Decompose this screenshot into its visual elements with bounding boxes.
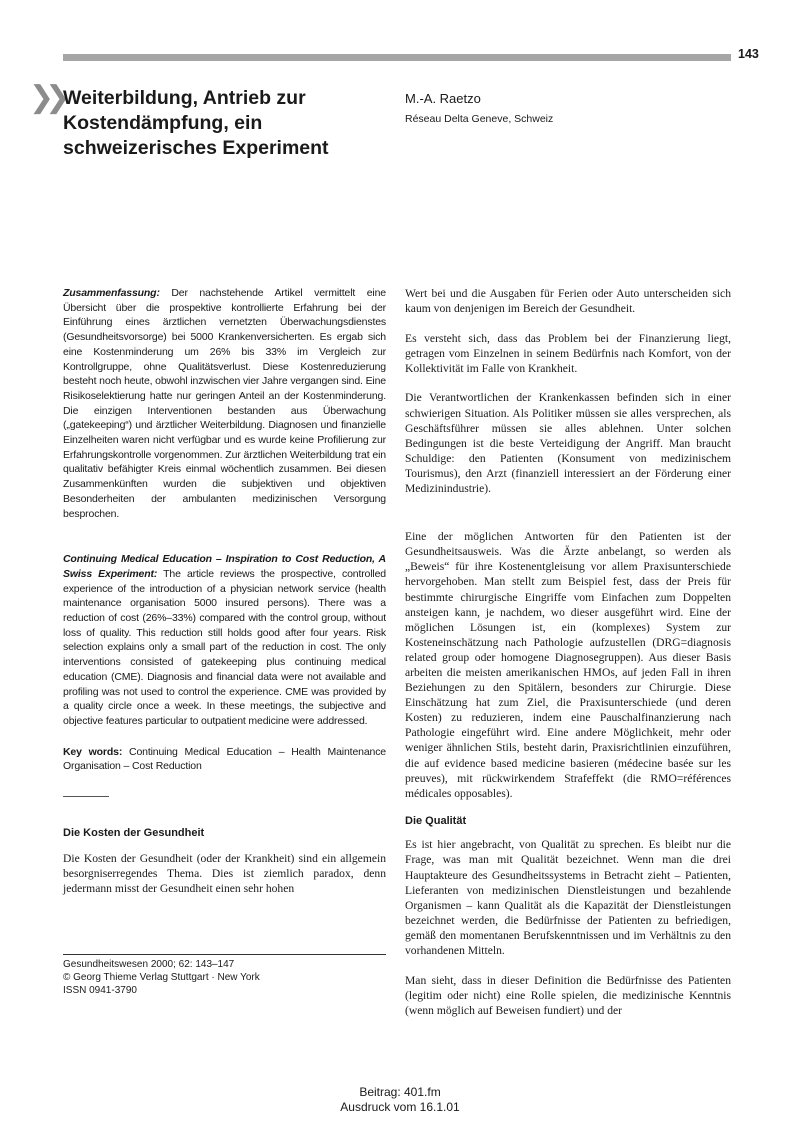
paragraph-2: Es versteht sich, dass das Problem bei der Finanzierung liegt, getragen vom Einzelnen in seinem Bedürfnis nach Komfort, von der Kollektivität im Falle von Krankheit. bbox=[405, 331, 731, 375]
keywords-label: Key words: bbox=[63, 745, 123, 758]
abstract-german bbox=[63, 286, 386, 521]
left-column bbox=[63, 286, 386, 896]
journal-footer bbox=[63, 958, 386, 997]
abstract-english-text: The article reviews the prospective, controlled experience of the introduction of a physician network service (health maintenance organisation 5000 insured persons). There was a reduction of cost (26%–33%) compared with the control group, without loss of quality. This reduction still holds good after four years. Risk selection explains only a small part of the reduction in cost. The only interventions consisted of gatekeeping plus continuing medical education (CME). Diagnosis and financial data were not available and profiling was not used to control the experience. CME was provided by a quality circle once a week. In these meetings, the subjective and objective features particular to outpatient medicine were addressed. bbox=[63, 567, 386, 727]
print-meta bbox=[0, 1085, 800, 1115]
paragraph-6: Man sieht, dass in dieser Definition die Bedürfnisse des Patienten (legitim oder nicht) eine Rolle spielen, die medizinische Kenntnis (wenn möglich auf Beweisen fundiert) und der bbox=[405, 973, 731, 1017]
paragraph-4: Eine der möglichen Antworten für den Patienten ist der Gesundheitsausweis. Was die Ärzte anbelangt, so werden als „Beweis“ für ihre Kostenentgleisung vor allem Praxisunterschiede hervorgehoben. Man stellt zum Beispiel fest, dass der Preis für bestimmte chirurgische Eingriffe vom Einfachen zum Doppelten ansteigen kann, je nachdem, wo dieser ausgeführt wird. Eine der möglichen Lösungen ist, ein (komplexes) System zur Kosteneinschätzung nach Pathologie aufzustellen (DRG=diagnosis related group oder homogene Diagnosegruppen). Aus dieser Basis arbeiten die meisten amerikanischen HMOs, auf jeden Fall in ihren Beziehungen zu den Spitälern, besonders zur Chirurgie. Diese Einschätzung hat zum Ziel, die Praxisunterschiede (und deren Kosten) zu reduzieren, indem eine Pauschalfinanzierung nach Pathologie eingeführt wird. Eine andere Möglichkeit, mehr oder weniger ähnlichen Stils, besteht darin, Praxisrichtlinien einzuführen, die auf evidence based medicine basieren (médecine basée sur les preuves), mit rückwirkendem Strafeffekt (die RMO=références médicales opposables). bbox=[405, 530, 731, 800]
paragraph-3: Die Verantwortlichen der Krankenkassen befinden sich in einer schwierigen Situation. Als Politiker müssen sie alles versprechen, als Geschäftsführer müssen sie alles ablehnen. Unter solchen Bedingungen ist die beste Verteidigung der Angriff. Man braucht Schuldige: den Patienten (Konsument von medizinischem Tourismus), den Arzt (finanziell interessiert an der Förderung einer Medizinindustrie). bbox=[405, 391, 731, 496]
paragraph-5: Es ist hier angebracht, von Qualität zu sprechen. Es bleibt nur die Frage, was man mit Qualität bezeichnet. Wenn man die drei Hauptakteure des Gesundheitssystems in Betracht zieht – Patienten, Lieferanten von medizinischen Dienstleistungen und bezahlende Organismen – kann Qualität als die Kapazität der Dienstleistungen bezeichnet werden, die Bedürfnisse der Patienten zu befriedigen, gemäß den momentanen Berufskenntnissen und im Verhältnis zu den vorhandenen Mitteln. bbox=[405, 838, 731, 957]
page-number: 143 bbox=[738, 47, 759, 61]
keywords bbox=[63, 745, 386, 774]
journal-issn: ISSN 0941-3790 bbox=[63, 985, 137, 996]
affiliation: Réseau Delta Geneve, Schweiz bbox=[405, 113, 554, 125]
abstract-english bbox=[63, 552, 386, 728]
journal-publisher: © Georg Thieme Verlag Stuttgart · New York bbox=[63, 972, 260, 983]
section-heading-quality: Die Qualität bbox=[405, 815, 467, 828]
right-column bbox=[405, 286, 731, 1032]
footer-rule bbox=[63, 954, 386, 955]
abstract-german-text: Der nachstehende Artikel vermittelt eine Übersicht über die prospektive kontrollierte Erfahrung bei der Einführung eines ärztlichen vernetzten Überwachungsdienstes (Gesundheitsvorsorge) bei 5000 Krankenversicherten. Es ergab sich eine Kostenminderung um 26% bis 33% im Vergleich zur Kontrollgruppe, ohne Qualitätsverlust. Diese Kostenreduzierung besteht noch heute, obwohl inzwischen vier Jahre vergangen sind. Eine Risikoselektierung hatte nur geringen Anteil an der Kostenminderung. Die einzigen Interventionen bestanden aus Überwachung („gatekeeping“) und ärztlicher Weiterbildung. Diagnosen und finanzielle Einzelheiten waren nicht verfügbar und es wurde keine Profilierung zur Erfahrungskontrolle vorgenommen. Zur ärztlichen Weiterbildung trat ein qualitativ befähigter Kreis einmal wöchentlich zusammen. Bei diesen Zusammenkünften wurden die subjektiven und objektiven Besonderheiten der ambulanten medizinischen Versorgung besprochen. bbox=[63, 287, 386, 520]
beitrag-label: Beitrag: 401.fm bbox=[359, 1085, 441, 1099]
section-heading-costs: Die Kosten der Gesundheit bbox=[63, 827, 205, 840]
article-title: Weiterbildung, Antrieb zur Kostendämpfung, ein schweizerisches Experiment bbox=[63, 87, 329, 159]
author: M.-A. Raetzo bbox=[405, 91, 481, 106]
ausdruck-label: Ausdruck vom 16.1.01 bbox=[340, 1100, 460, 1114]
keywords-text: Continuing Medical Education – Health Maintenance Organisation – Cost Reduction bbox=[63, 745, 386, 773]
double-chevron-icon: ❯❯ bbox=[29, 80, 62, 115]
abstract-english-label: Continuing Medical Education – Inspiration to Cost Reduction, A Swiss Experiment: bbox=[63, 553, 386, 580]
abstract-german-label: Zusammenfassung: bbox=[63, 287, 160, 299]
section-divider bbox=[63, 796, 109, 797]
section-costs-paragraph: Die Kosten der Gesundheit (oder der Krankheit) sind ein allgemein besorgniserregendes Thema. Dies ist ziemlich paradox, denn jedermann misst der Gesundheit einen sehr hohen bbox=[63, 852, 386, 896]
paragraph-1: Wert bei und die Ausgaben für Ferien oder Auto unterscheiden sich kaum von denjenigen im Bereich der Gesundheit. bbox=[405, 287, 731, 316]
journal-citation: Gesundheitswesen 2000; 62: 143–147 bbox=[63, 959, 235, 970]
header-rule bbox=[63, 54, 731, 61]
